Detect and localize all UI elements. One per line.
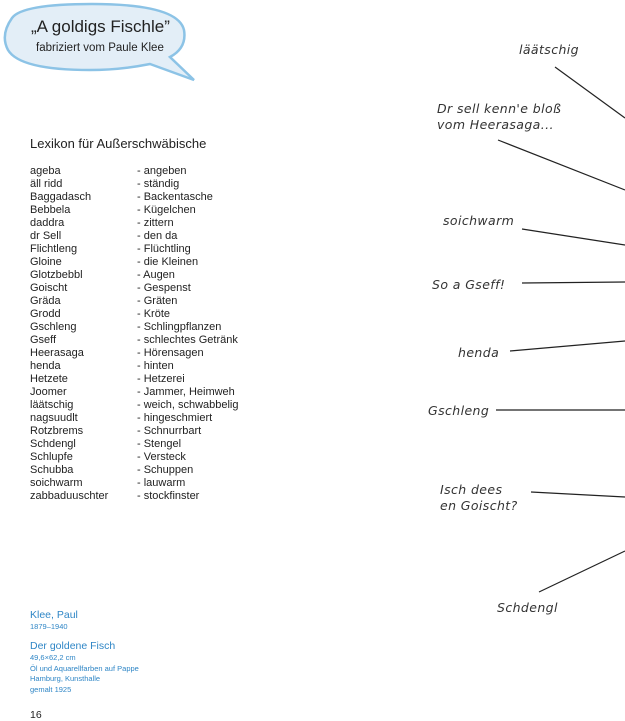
lexicon-term: Bebbela [30, 204, 71, 216]
lexicon-meaning: - Backentasche [137, 191, 213, 203]
lexicon-meaning: - Kröte [137, 308, 171, 320]
lexicon-meaning: - hingeschmiert [137, 412, 213, 424]
lexicon-meaning: - angeben [137, 165, 187, 177]
lexicon-term: Joomer [30, 386, 67, 398]
lexicon-term: läätschig [30, 399, 74, 411]
lexicon-term: Gschleng [30, 321, 77, 333]
artist-name: Klee, Paul [30, 609, 78, 621]
annotation-gschleng: Gschleng [428, 403, 490, 418]
lexicon-meaning: - Hörensagen [137, 347, 204, 359]
annotation-dr-sell-line1: Dr sell kenn'e bloß [437, 101, 562, 116]
lexicon-meaning: - hinten [137, 360, 174, 372]
lexicon-term: Baggadasch [30, 191, 92, 203]
lexicon-meaning: - Schuppen [137, 464, 194, 476]
annotation-goischt-line1: Isch dees [440, 482, 503, 497]
lexicon-term: Rotzbrems [30, 425, 84, 437]
pointer-line-7 [531, 492, 625, 497]
artist-years: 1879–1940 [30, 622, 68, 631]
lexicon-meaning: - Kügelchen [137, 204, 196, 216]
lexicon-meaning: - Hetzerei [137, 373, 185, 385]
lexicon-term: ageba [30, 165, 61, 177]
lexicon-term: nagsuudlt [30, 412, 78, 424]
lexicon-term: Goischt [30, 282, 68, 294]
annotation-henda: henda [458, 345, 500, 360]
lexicon-meaning: - den da [137, 230, 178, 242]
lexicon-term: dr Sell [30, 230, 62, 242]
artwork-info-line: Öl und Aquarellfarben auf Pappe [30, 663, 139, 673]
lexicon-meaning: - Jammer, Heimweh [137, 386, 235, 398]
lexicon-term: Glotzbebbl [30, 269, 83, 281]
lexicon-meaning: - die Kleinen [137, 256, 199, 268]
lexicon-term: äll ridd [30, 178, 63, 190]
lexicon-term: Gräda [30, 295, 61, 307]
lexicon-term: Flichtleng [30, 243, 78, 255]
annotation-soichwarm: soichwarm [443, 213, 515, 228]
page-number: 16 [30, 709, 42, 721]
pointer-line-5 [510, 341, 625, 351]
annotation-laeaetschig: läätschig [519, 42, 580, 57]
lexicon-meaning: - Gespenst [137, 282, 191, 294]
lexicon-meaning: - Gräten [137, 295, 178, 307]
lexicon-meaning: - Flüchtling [137, 243, 191, 255]
lexicon-term: Schubba [30, 464, 74, 476]
annotation-so-a-gseff: So a Gseff! [432, 277, 506, 292]
annotation-goischt-line2: en Goischt? [440, 498, 518, 513]
lexicon-meaning: - zittern [137, 217, 174, 229]
artwork-info-line: Hamburg, Kunsthalle [30, 674, 101, 683]
artwork-info [30, 653, 139, 695]
lexicon-term: henda [30, 360, 61, 372]
pointer-line-2 [498, 140, 625, 190]
annotation-schdengl: Schdengl [497, 600, 558, 615]
lexicon-term: Hetzete [30, 373, 68, 385]
lexicon-meaning: - Augen [137, 269, 175, 281]
lexicon-term: Gseff [30, 334, 57, 346]
lexicon-term: Heerasaga [30, 347, 84, 359]
lexicon-term: Schdengl [30, 438, 76, 450]
pointer-line-8 [539, 551, 625, 592]
title: „A goldigs Fischle” [31, 17, 170, 36]
lexicon-meaning: - Versteck [137, 451, 186, 463]
lexicon-term: soichwarm [30, 477, 83, 489]
artwork-title: Der goldene Fisch [30, 640, 116, 652]
lexicon-meaning: - weich, schwabbelig [137, 399, 239, 411]
annotation-dr-sell-line2: vom Heerasaga... [437, 117, 554, 132]
artwork-info-line: gemalt 1925 [30, 684, 72, 694]
lexicon-meaning: - Stengel [137, 438, 182, 450]
lexicon-meaning: - Schlingpflanzen [137, 321, 222, 333]
pointer-line-4 [522, 282, 625, 283]
artwork-info-line: 49,6×62,2 cm [30, 653, 76, 662]
lexicon-meaning: - Schnurrbart [137, 425, 202, 437]
lexicon-term: zabbaduuschter [30, 490, 109, 502]
pointer-line-1 [555, 67, 625, 118]
lexicon-term: Grodd [30, 308, 61, 320]
pointer-line-3 [522, 229, 625, 245]
lexicon-title: Lexikon für Außerschwäbische [30, 136, 207, 151]
lexicon-meaning: - ständig [137, 178, 180, 190]
lexicon-meaning: - lauwarm [137, 477, 186, 489]
subtitle: fabriziert vom Paule Klee [36, 42, 164, 54]
lexicon-meaning: - schlechtes Getränk [137, 334, 238, 346]
lexicon-meaning: - stockfinster [137, 490, 200, 502]
lexicon-term: daddra [30, 217, 65, 229]
lexicon-term: Gloine [30, 256, 62, 268]
lexicon-term: Schlupfe [30, 451, 73, 463]
